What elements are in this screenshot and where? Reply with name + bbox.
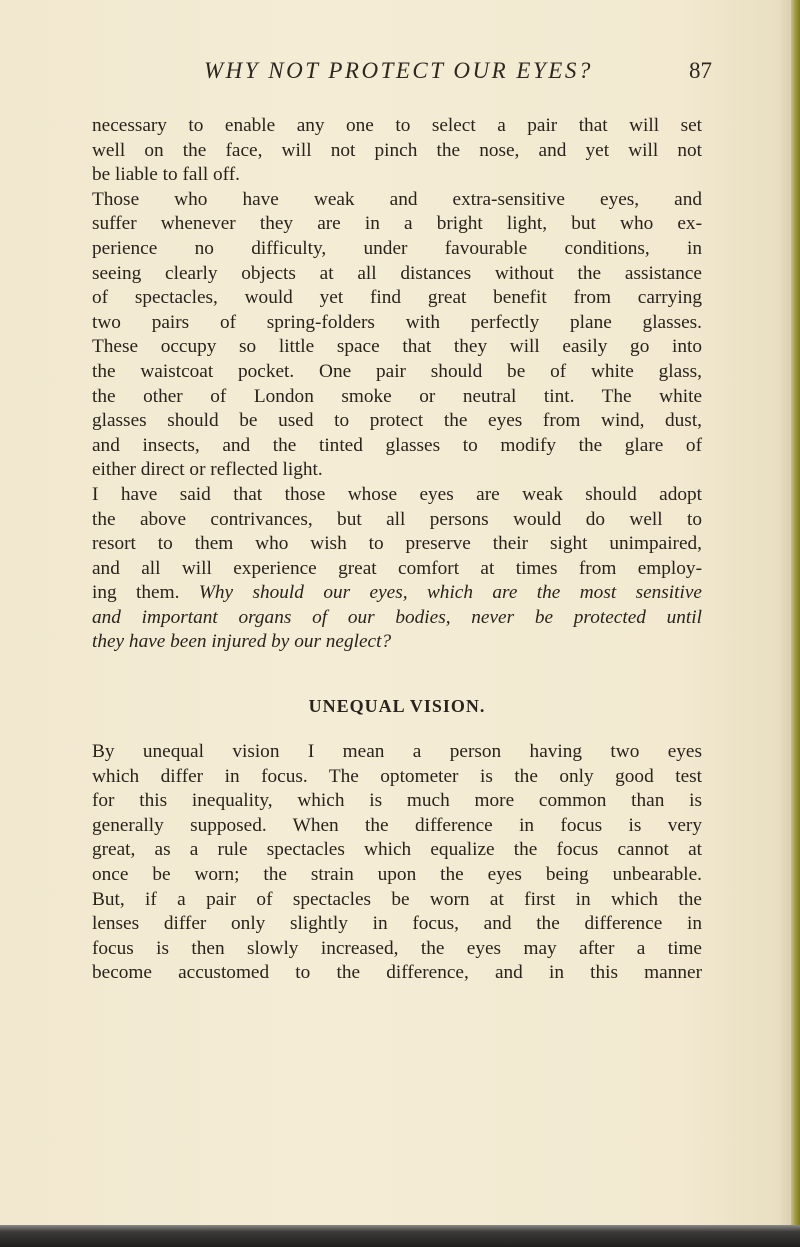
- paragraph-1: [92, 114, 702, 188]
- text-line: lenses differ only slightly in focus, and the difference in: [92, 913, 702, 935]
- text-line: focus is then slowly increased, the eyes may after a time: [92, 937, 702, 959]
- text-line: the other of London smoke or neutral tint. The white: [92, 385, 702, 407]
- text-line: resort to them who wish to preserve their sight unimpaired,: [92, 533, 702, 555]
- page-header: [92, 58, 712, 88]
- text-line: either direct or reflected light.: [92, 459, 323, 481]
- text-line: I have said that those whose eyes are weak should adopt: [92, 483, 702, 505]
- text-line: become accustomed to the difference, and in this manner: [92, 962, 702, 984]
- text-line: of spectacles, would yet find great benefit from carrying: [92, 287, 702, 309]
- text-line: generally supposed. When the difference in focus is very: [92, 814, 702, 836]
- text-roman: ing them.: [92, 582, 180, 604]
- paragraph-2: [92, 188, 702, 483]
- text-line: and all will experience great comfort at times from employ-: [92, 557, 702, 579]
- text-line: well on the face, will not pinch the nose, and yet will not: [92, 139, 702, 161]
- text-line: great, as a rule spectacles which equalize the focus cannot at: [92, 839, 702, 861]
- text-line: be liable to fall off.: [92, 164, 240, 186]
- section-heading: UNEQUAL VISION.: [308, 696, 486, 717]
- text-line: seeing clearly objects at all distances without the assistance: [92, 262, 702, 284]
- running-head: WHY NOT PROTECT OUR EYES?: [204, 58, 593, 83]
- page-edge-right: [791, 0, 800, 1247]
- text-line: These occupy so little space that they will easily go into: [92, 336, 702, 358]
- text-line: But, if a pair of spectacles be worn at first in which the: [92, 888, 702, 910]
- text-line: once be worn; the strain upon the eyes being unbearable.: [92, 864, 702, 886]
- text-line: and insects, and the tinted glasses to modify the glare of: [92, 434, 702, 456]
- text-line-italic: and important organs of our bodies, never be protected until: [92, 606, 702, 628]
- text-line: the above contrivances, but all persons would do well to: [92, 508, 702, 530]
- text-line: which differ in focus. The optometer is the only good test: [92, 765, 702, 787]
- text-line: By unequal vision I mean a person having two eyes: [92, 741, 702, 763]
- page-edge-bottom: [0, 1225, 800, 1247]
- text-line-italic: they have been injured by our neglect?: [92, 631, 392, 653]
- text-line: suffer whenever they are in a bright light, but who ex-: [92, 213, 702, 235]
- paragraph-4: [92, 740, 702, 986]
- text-line: the waistcoat pocket. One pair should be of white glass,: [92, 360, 702, 382]
- text-line: glasses should be used to protect the eyes from wind, dust,: [92, 410, 702, 432]
- text-line: necessary to enable any one to select a pair that will set: [92, 115, 702, 136]
- page-number: 87: [689, 58, 712, 83]
- text-line: for this inequality, which is much more common than is: [92, 790, 702, 812]
- text-line: two pairs of spring-folders with perfectly plane glasses.: [92, 311, 702, 333]
- paragraph-3: [92, 483, 702, 655]
- text-italic: Why should our eyes, which are the most sensitive: [198, 582, 702, 604]
- body-text: [92, 114, 702, 986]
- text-line: Those who have weak and extra-sensitive eyes, and: [92, 188, 702, 210]
- text-line: [92, 581, 702, 606]
- text-line: perience no difficulty, under favourable conditions, in: [92, 237, 702, 259]
